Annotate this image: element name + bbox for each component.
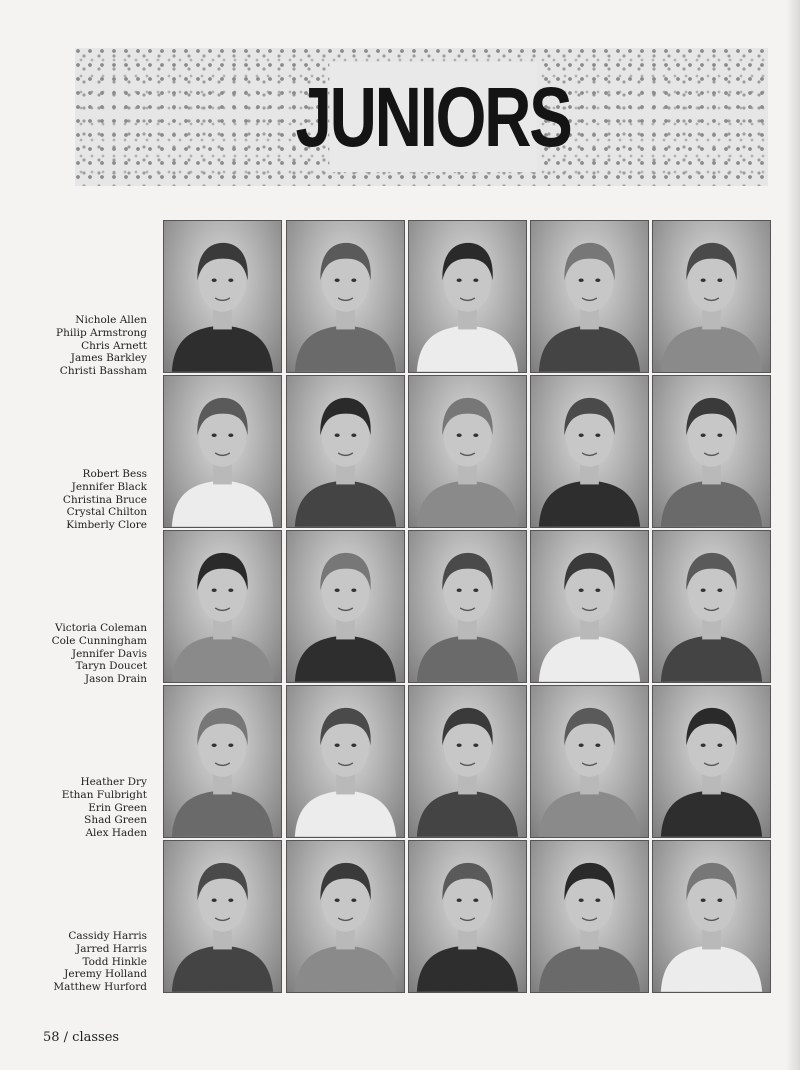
student-name: Jarred Harris [76,942,147,955]
title-banner [75,48,768,186]
student-name: Cassidy Harris [68,930,147,942]
student-portrait [163,685,282,838]
student-name: Cole Cunningham [51,634,147,647]
student-portrait [530,840,649,993]
name-list-row-4 [20,776,147,840]
student-portrait [408,685,527,838]
student-portrait [408,375,527,528]
student-name: Robert Bess [82,468,147,480]
student-portrait [408,840,527,993]
student-name: Matthew Hurford [53,981,147,994]
student-portrait [286,530,405,683]
student-name: James Barkley [70,352,147,365]
student-portrait [408,220,527,373]
student-portrait [652,685,771,838]
student-name: Jeremy Holland [64,968,147,981]
student-name: Todd Hinkle [82,955,147,968]
name-list-row-2 [20,468,147,532]
name-list-row-3 [20,622,147,686]
student-name: Philip Armstrong [56,326,147,339]
student-portrait [408,530,527,683]
student-name: Ethan Fulbright [61,788,147,801]
student-name: Shad Green [84,814,147,827]
student-name: Jennifer Davis [71,647,147,660]
student-name: Erin Green [88,801,147,814]
student-name: Victoria Coleman [54,622,147,634]
student-name: Christina Bruce [62,493,147,506]
student-name: Jennifer Black [71,480,147,493]
student-name: Chris Arnett [81,339,147,352]
student-name: Christi Bassham [59,365,147,378]
student-portrait [530,530,649,683]
student-portrait [530,375,649,528]
student-name: Heather Dry [80,776,147,788]
student-portrait [652,375,771,528]
student-name: Taryn Doucet [75,660,147,673]
name-list-row-1 [20,314,147,378]
student-portrait [163,840,282,993]
student-portrait [286,375,405,528]
name-list-row-5 [20,930,147,994]
student-portrait [163,375,282,528]
student-portrait [652,530,771,683]
student-name: Alex Haden [85,827,147,840]
student-name: Jason Drain [84,673,147,686]
student-portrait [530,220,649,373]
student-portrait [652,220,771,373]
student-portrait [652,840,771,993]
student-portrait [530,685,649,838]
student-portrait [163,220,282,373]
student-name: Crystal Chilton [66,506,147,519]
page-footer: 58 / classes [43,1030,120,1045]
student-name: Kimberly Clore [66,519,147,532]
student-name: Nichole Allen [75,314,147,326]
student-portrait [286,840,405,993]
page-title: JUNIORS [329,62,536,172]
student-portrait [286,220,405,373]
student-portrait [286,685,405,838]
student-portrait [163,530,282,683]
page-edge [786,0,800,1070]
